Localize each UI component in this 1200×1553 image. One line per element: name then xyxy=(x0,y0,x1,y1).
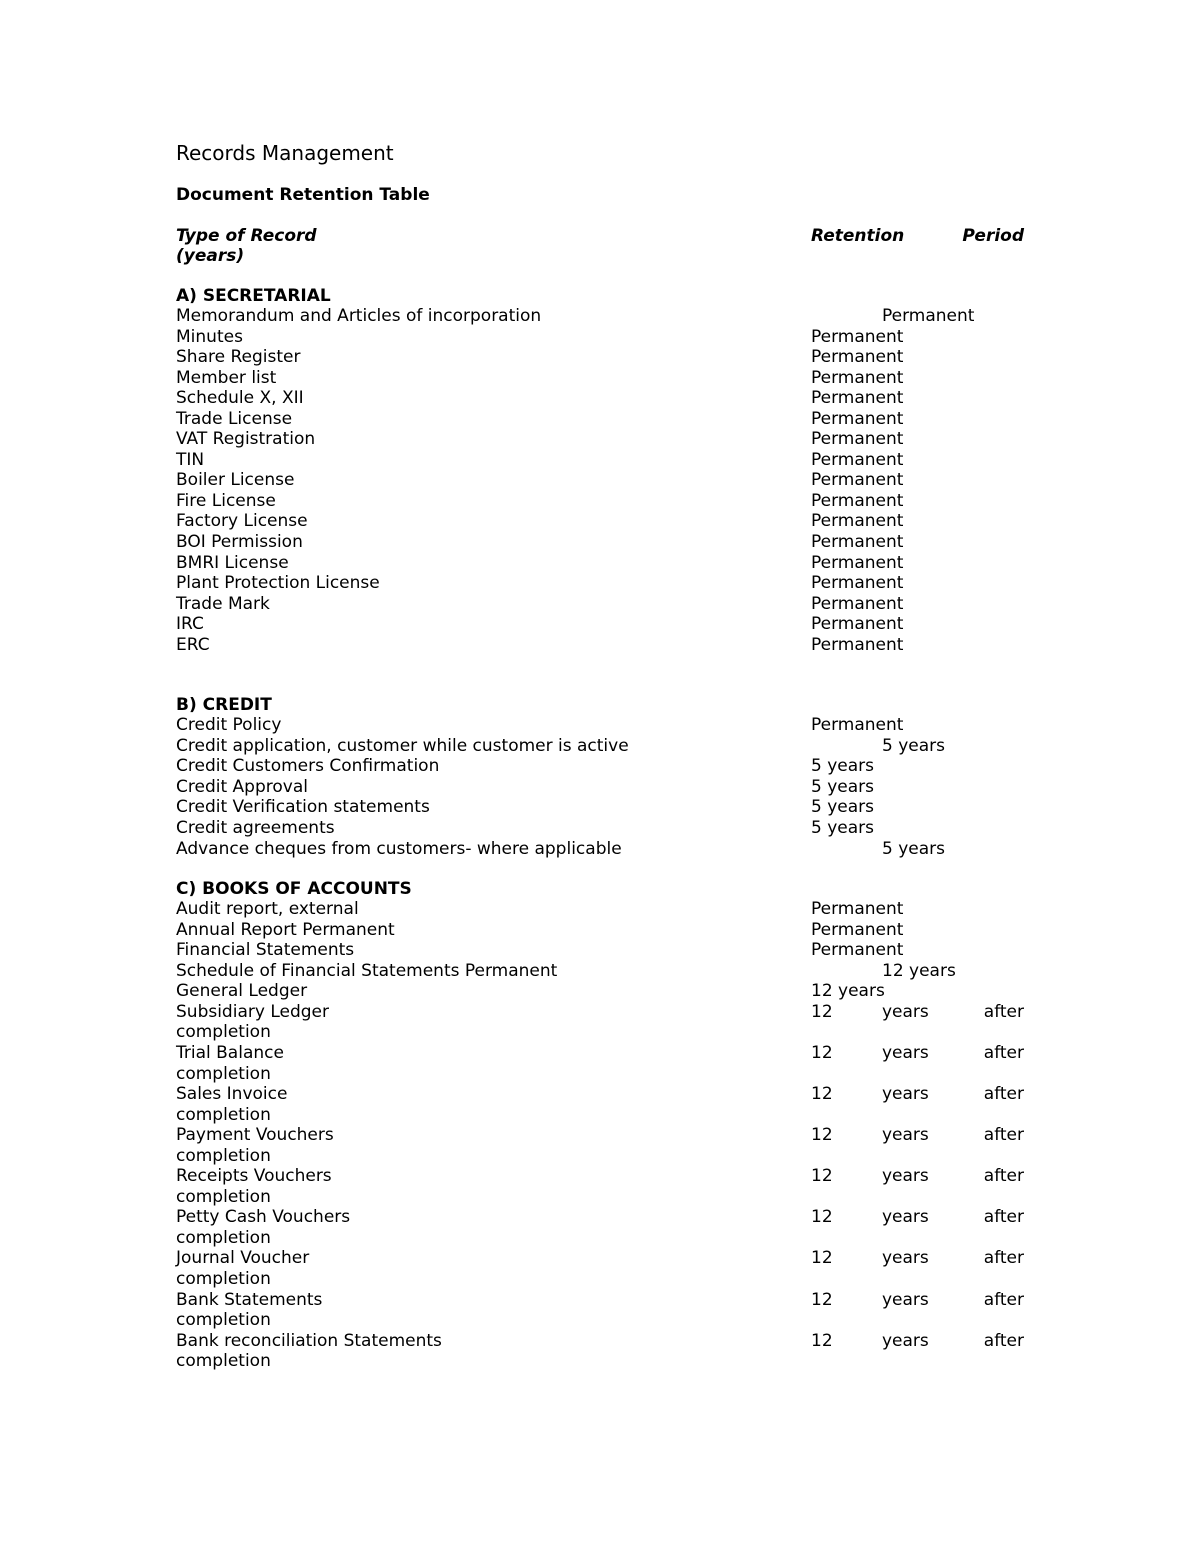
retention-value: Permanent xyxy=(811,511,904,532)
retention-number: 12 xyxy=(811,1166,833,1187)
table-row xyxy=(176,1331,1024,1372)
table-row xyxy=(176,594,1024,615)
table-row xyxy=(176,736,1024,757)
table-row xyxy=(176,839,1024,860)
table-row xyxy=(176,573,1024,594)
retention-number: 12 xyxy=(811,1207,833,1228)
retention-after: after xyxy=(983,1330,1024,1351)
record-name: Share Register xyxy=(176,347,301,368)
table-row xyxy=(176,511,1024,532)
record-name: Trade Mark xyxy=(176,593,270,614)
retention-unit: years xyxy=(882,1166,929,1187)
table-row xyxy=(176,715,1024,736)
record-name: Bank Statements xyxy=(176,1289,323,1310)
retention-value: Permanent xyxy=(811,715,904,736)
table-row xyxy=(176,920,1024,941)
retention-continuation: completion xyxy=(176,1351,271,1372)
section-credit-title: B) CREDIT xyxy=(176,695,272,716)
record-name: Member list xyxy=(176,367,277,388)
table-row xyxy=(176,1084,1024,1125)
retention-unit: years xyxy=(882,1042,929,1063)
table-row xyxy=(176,777,1024,798)
record-name: General Ledger xyxy=(176,981,308,1002)
retention-continuation: completion xyxy=(176,1104,271,1125)
retention-number: 12 xyxy=(811,1084,833,1105)
table-row xyxy=(176,450,1024,471)
table-row xyxy=(176,1207,1024,1248)
retention-value: Permanent xyxy=(811,614,904,635)
retention-value: Permanent xyxy=(811,573,904,594)
retention-after: after xyxy=(983,1289,1024,1310)
table-row xyxy=(176,818,1024,839)
table-row xyxy=(176,491,1024,512)
table-row xyxy=(176,1002,1024,1043)
retention-after: after xyxy=(983,1166,1024,1187)
retention-value: Permanent xyxy=(811,940,904,961)
record-name: ERC xyxy=(176,634,210,655)
record-name: Advance cheques from customers- where applicable xyxy=(176,838,622,859)
record-name: Petty Cash Vouchers xyxy=(176,1207,351,1228)
record-name: Boiler License xyxy=(176,470,295,491)
record-name: Schedule X, XII xyxy=(176,388,304,409)
retention-continuation: completion xyxy=(176,1186,271,1207)
retention-value: Permanent xyxy=(811,593,904,614)
record-name: Memorandum and Articles of incorporation xyxy=(176,306,542,326)
record-name: Minutes xyxy=(176,326,243,347)
table-row xyxy=(176,961,1024,982)
table-title: Document Retention Table xyxy=(176,185,430,205)
table-row xyxy=(176,940,1024,961)
record-name: Credit application, customer while customer is active xyxy=(176,735,629,756)
retention-number: 12 xyxy=(811,1042,833,1063)
retention-value: Permanent xyxy=(882,306,975,326)
table-row xyxy=(176,614,1024,635)
retention-unit: years xyxy=(882,1001,929,1022)
retention-number: 12 xyxy=(811,1330,833,1351)
table-row xyxy=(176,327,1024,348)
record-name: IRC xyxy=(176,614,204,635)
retention-after: after xyxy=(983,1125,1024,1146)
table-row xyxy=(176,470,1024,491)
table-row xyxy=(176,981,1024,1002)
table-row xyxy=(176,899,1024,920)
section-secretarial-title: A) SECRETARIAL xyxy=(176,286,331,306)
retention-continuation: completion xyxy=(176,1310,271,1331)
retention-number: 12 xyxy=(811,1001,833,1022)
record-name: Credit Verification statements xyxy=(176,797,430,818)
table-row xyxy=(176,1290,1024,1331)
record-name: Payment Vouchers xyxy=(176,1125,334,1146)
table-row xyxy=(176,368,1024,389)
record-name: Schedule of Financial Statements Permanent xyxy=(176,960,558,981)
record-name: Credit Customers Confirmation xyxy=(176,756,440,777)
table-row xyxy=(176,635,1024,656)
retention-value: Permanent xyxy=(811,552,904,573)
retention-value: Permanent xyxy=(811,326,904,347)
retention-value: Permanent xyxy=(811,388,904,409)
record-name: Bank reconciliation Statements xyxy=(176,1330,442,1351)
retention-continuation: completion xyxy=(176,1063,271,1084)
section-books-title: C) BOOKS OF ACCOUNTS xyxy=(176,879,412,900)
header-retention: Retention xyxy=(811,226,905,246)
retention-after: after xyxy=(983,1001,1024,1022)
table-row xyxy=(176,1248,1024,1289)
retention-number: 12 xyxy=(811,1289,833,1310)
record-name: Subsidiary Ledger xyxy=(176,1001,329,1022)
table-row xyxy=(176,306,1024,327)
table-row xyxy=(176,532,1024,553)
retention-unit: years xyxy=(882,1125,929,1146)
table-row xyxy=(176,1166,1024,1207)
retention-value: Permanent xyxy=(811,367,904,388)
retention-unit: years xyxy=(882,1330,929,1351)
retention-value: Permanent xyxy=(811,919,904,940)
record-name: Receipts Vouchers xyxy=(176,1166,332,1187)
table-row xyxy=(176,409,1024,430)
table-row xyxy=(176,388,1024,409)
record-name: Fire License xyxy=(176,490,276,511)
retention-value: Permanent xyxy=(811,408,904,429)
record-name: Credit Policy xyxy=(176,715,282,736)
header-period: Period xyxy=(962,226,1024,246)
retention-unit: years xyxy=(882,1084,929,1105)
retention-continuation: completion xyxy=(176,1268,271,1289)
record-name: BOI Permission xyxy=(176,532,303,553)
table-row xyxy=(176,797,1024,818)
retention-value: 5 years xyxy=(882,838,946,859)
record-name: VAT Registration xyxy=(176,429,316,450)
record-name: Credit agreements xyxy=(176,818,335,839)
record-name: Plant Protection License xyxy=(176,573,380,594)
record-name: Sales Invoice xyxy=(176,1084,288,1105)
retention-value: Permanent xyxy=(811,634,904,655)
retention-unit: years xyxy=(882,1207,929,1228)
record-name: Trade License xyxy=(176,408,293,429)
retention-continuation: completion xyxy=(176,1145,271,1166)
table-row xyxy=(176,429,1024,450)
record-name: Financial Statements xyxy=(176,940,355,961)
record-name: Journal Voucher xyxy=(176,1248,310,1269)
retention-value: Permanent xyxy=(811,429,904,450)
header-years: (years) xyxy=(176,246,245,266)
record-name: Trial Balance xyxy=(176,1042,284,1063)
retention-value: 12 years xyxy=(811,981,885,1002)
header-type-of-record: Type of Record xyxy=(176,226,317,246)
record-name: TIN xyxy=(176,449,205,470)
retention-after: after xyxy=(983,1207,1024,1228)
record-name: Audit report, external xyxy=(176,899,359,920)
retention-value: 5 years xyxy=(811,776,875,797)
retention-number: 12 xyxy=(811,1125,833,1146)
table-row xyxy=(176,553,1024,574)
record-name: Credit Approval xyxy=(176,776,308,797)
retention-value: Permanent xyxy=(811,449,904,470)
retention-after: after xyxy=(983,1248,1024,1269)
retention-value: 5 years xyxy=(882,735,946,756)
retention-unit: years xyxy=(882,1248,929,1269)
retention-value: Permanent xyxy=(811,470,904,491)
retention-value: 5 years xyxy=(811,797,875,818)
table-row xyxy=(176,1043,1024,1084)
retention-value: 5 years xyxy=(811,756,875,777)
retention-after: after xyxy=(983,1042,1024,1063)
retention-value: Permanent xyxy=(811,899,904,920)
retention-continuation: completion xyxy=(176,1022,271,1043)
retention-unit: years xyxy=(882,1289,929,1310)
retention-number: 12 xyxy=(811,1248,833,1269)
page-title: Records Management xyxy=(176,141,394,165)
retention-value: Permanent xyxy=(811,532,904,553)
retention-value: 12 years xyxy=(882,960,956,981)
retention-after: after xyxy=(983,1084,1024,1105)
retention-value: 5 years xyxy=(811,818,875,839)
table-row xyxy=(176,756,1024,777)
record-name: Annual Report Permanent xyxy=(176,919,395,940)
record-name: BMRI License xyxy=(176,552,289,573)
column-header xyxy=(176,226,1024,246)
document-content xyxy=(176,140,1024,1372)
retention-value: Permanent xyxy=(811,490,904,511)
retention-continuation: completion xyxy=(176,1227,271,1248)
table-row xyxy=(176,1125,1024,1166)
record-name: Factory License xyxy=(176,511,308,532)
table-row xyxy=(176,347,1024,368)
retention-value: Permanent xyxy=(811,347,904,368)
